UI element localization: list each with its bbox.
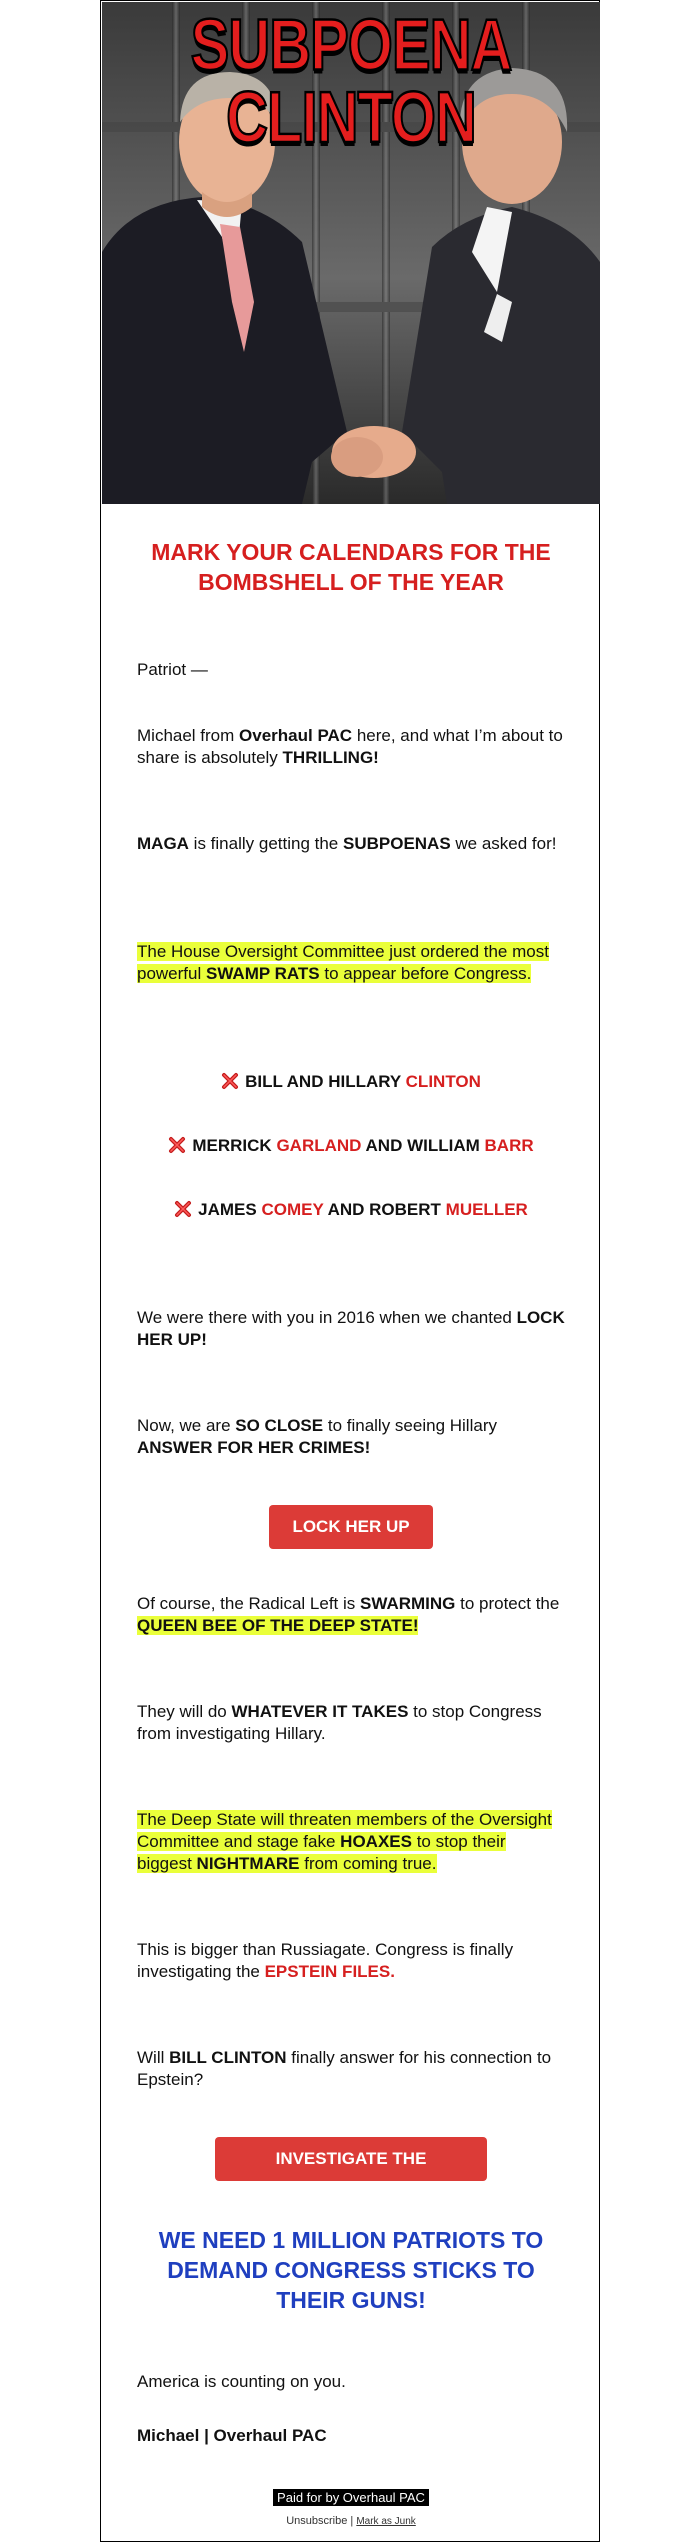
target-row-comey-mueller: JAMES COMEY AND ROBERT MUELLER [137,1199,565,1221]
chant-2016-paragraph: We were there with you in 2016 when we chanted LOCK HER UP! [137,1308,565,1349]
bill-clinton-paragraph: Will BILL CLINTON finally answer for his connection to Epstein? [137,2048,552,2089]
target-row-clinton: BILL AND HILLARY CLINTON [137,1071,565,1093]
mark-as-junk-link[interactable]: Mark as Junk [356,2516,416,2527]
hero-title: SUBPOENA CLINTON [190,4,512,159]
radical-left-paragraph: Of course, the Radical Left is SWARMING to protect the QUEEN BEE OF THE DEEP STATE! [137,1594,560,1635]
hero-banner [102,2,600,504]
cross-mark-icon [221,1072,239,1090]
whatever-it-takes-paragraph: They will do WHATEVER IT TAKES to stop Congress from investigating Hillary. [137,1702,542,1743]
headline: MARK YOUR CALENDARS FOR THE BOMBSHELL OF THE YEAR [151,539,551,595]
footer-separator: | [350,2515,354,2527]
oversight-paragraph: The House Oversight Committee just ordered the most powerful SWAMP RATS to appear before Congress. [137,942,549,983]
cross-mark-icon [168,1136,186,1154]
lock-her-up-button[interactable]: LOCK HER UP [269,1505,433,1549]
unsubscribe-link[interactable]: Unsubscribe [286,2515,348,2527]
maga-paragraph: MAGA is finally getting the SUBPOENAS we asked for! [137,834,557,853]
investigate-clintons-button[interactable]: INVESTIGATE THE CLINTONS [215,2137,487,2181]
footer-links [137,2515,565,2527]
intro-paragraph: Michael from Overhaul PAC here, and what I’m about to share is absolutely THRILLING! [137,726,563,767]
email-frame [100,0,600,2542]
deep-state-paragraph: The Deep State will threaten members of the Oversight Committee and stage fake HOAXES to stop their biggest NIGHTMARE from coming true. [137,1810,552,1873]
cross-mark-icon [174,1200,192,1218]
so-close-paragraph: Now, we are SO CLOSE to finally seeing Hillary ANSWER FOR HER CRIMES! [137,1416,497,1457]
greeting: Patriot — [137,660,208,679]
target-row-garland-barr: MERRICK GARLAND AND WILLIAM BARR [137,1135,565,1157]
signature: Michael | Overhaul PAC [137,2426,327,2445]
million-patriots-heading: WE NEED 1 MILLION PATRIOTS TO DEMAND CONGRESS STICKS TO THEIR GUNS! [158,2227,544,2313]
russiagate-paragraph: This is bigger than Russiagate. Congress is finally investigating the EPSTEIN FILES. [137,1940,514,1981]
paid-for-disclaimer: Paid for by Overhaul PAC [137,2489,565,2507]
counting-on-you: America is counting on you. [137,2372,346,2391]
